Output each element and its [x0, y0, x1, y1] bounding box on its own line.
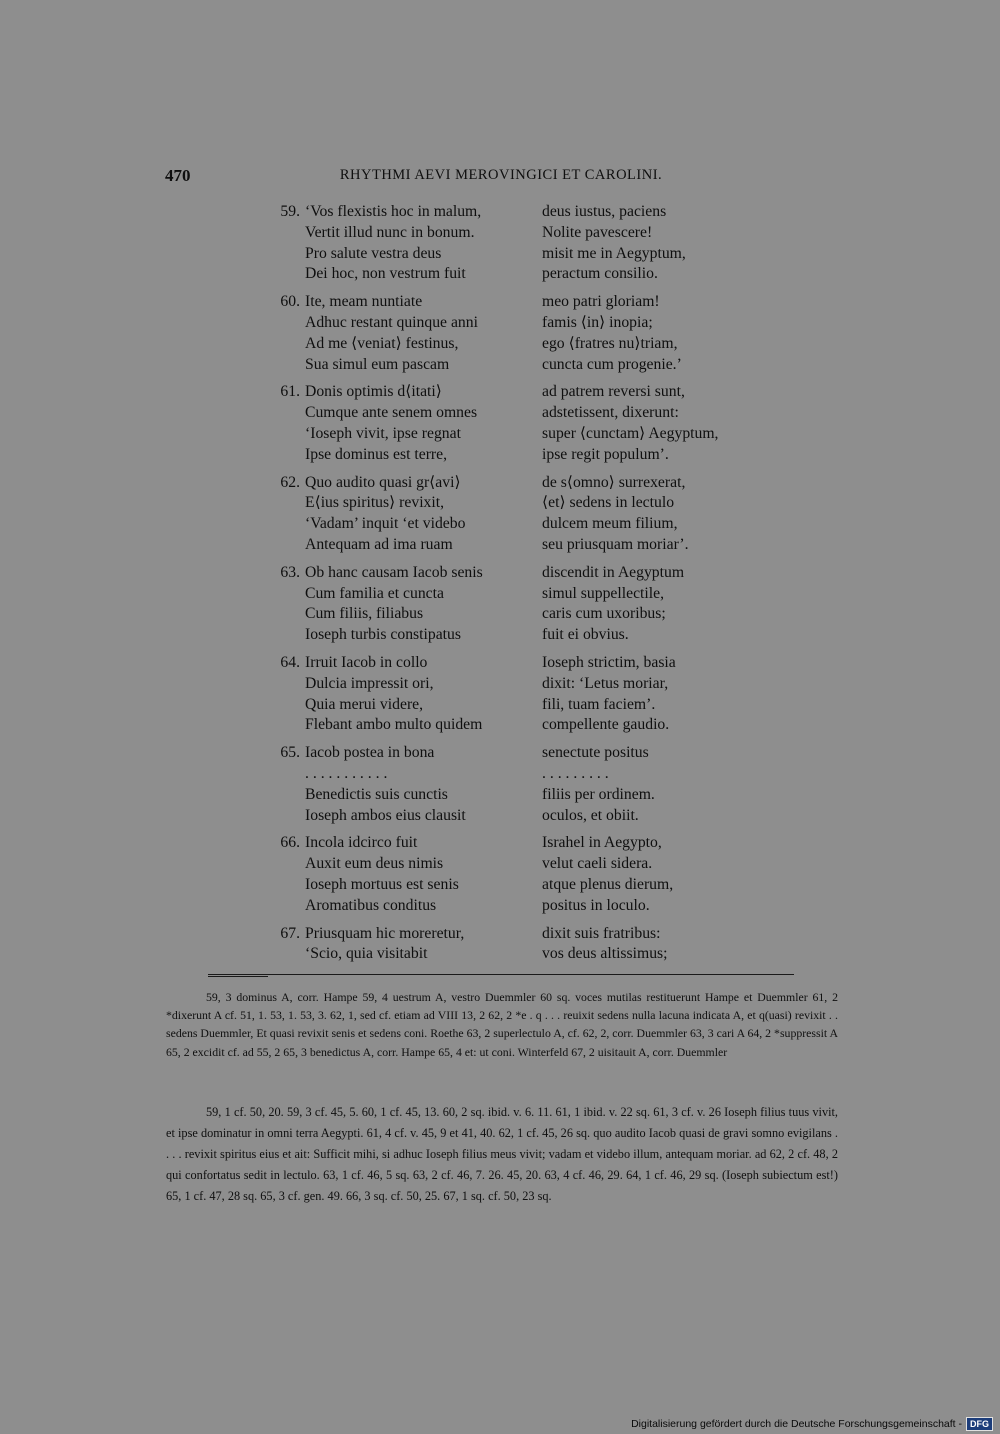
first-half-line: Benedictis suis cunctis	[305, 785, 448, 803]
first-half-line: Adhuc restant quinque anni	[305, 313, 478, 331]
footnote-rule	[208, 974, 794, 975]
sources-text: 59, 1 cf. 50, 20. 59, 3 cf. 45, 5. 60, 1 cf. 45, 13. 60, 2 sq. ibid. v. 6. 11. 61, 1 ibid. v. 22 sq. 61, 3 cf. v. 26 Ioseph filius tuus vivit, et ipse dominatur in omni terra Aegypti. 61, 4 cf. v. 45, 9 et 41, 40. 62, 1 cf. 45, 26 sq. quo audito Iacob quasi de gravi somno evigilans . . . . revixit spiritus eius et ait: Sufficit mihi, si adhuc Ioseph filius meus vivit; vadam et videbo illum, antequam moriar. ad 62, 2 cf. 48, 2 qui confortatus sedit in lectulo. 63, 1 cf. 46, 5 sq. 63, 2 cf. 46, 7. 26. 45, 20. 63, 4 cf. 46, 29. 64, 1 cf. 46, 29 sq. (Ioseph subiectum est!) 65, 1 cf. 47, 28 sq. 65, 3 cf. gen. 49. 66, 3 sq. cf. 50, 25. 67, 1 sq. cf. 50, 23 sq.	[166, 1105, 838, 1204]
second-half-line: Israhel in Aegypto,	[542, 834, 662, 852]
first-half-line: Iacob postea in bona	[305, 744, 435, 762]
verse-line	[262, 535, 782, 556]
verse-line	[262, 445, 782, 466]
first-half-line: Ioseph turbis constipatus	[305, 626, 461, 644]
verse-line	[262, 403, 782, 424]
first-half-line: Dulcia impressit ori,	[305, 674, 434, 692]
first-half-line: Sua simul eum pascam	[305, 355, 450, 373]
first-half-line: Donis optimis d⟨itati⟩	[305, 383, 442, 401]
second-half-line: caris cum uxoribus;	[542, 605, 666, 623]
verse-line	[262, 875, 782, 896]
verse-line	[262, 944, 782, 965]
stanza	[262, 202, 782, 285]
second-half-line: . . . . . . . . .	[542, 764, 609, 782]
stanza-number: 62.	[280, 473, 300, 491]
stanza	[262, 473, 782, 556]
stanza-number: 65.	[280, 744, 300, 762]
first-half-line: Dei hoc, non vestrum fuit	[305, 265, 466, 283]
stanza-number: 66.	[280, 834, 300, 852]
verse-line	[262, 854, 782, 875]
verse-line	[262, 764, 782, 785]
verse-line	[262, 382, 782, 403]
second-half-line: dulcem meum filium,	[542, 515, 678, 533]
first-half-line: ‘Ioseph vivit, ipse regnat	[305, 424, 461, 442]
second-half-line: Ioseph strictim, basia	[542, 653, 676, 671]
second-half-line: fili, tuam faciem’.	[542, 695, 656, 713]
verse-line	[262, 833, 782, 854]
stanza-number: 64.	[280, 653, 300, 671]
verse-line	[262, 806, 782, 827]
first-half-line: Antequam ad ima ruam	[305, 535, 453, 553]
verse-line	[262, 202, 782, 223]
second-half-line: senectute positus	[542, 744, 649, 762]
second-half-line: meo patri gloriam!	[542, 293, 660, 311]
first-half-line: Quia merui videre,	[305, 695, 424, 713]
first-half-line: Ioseph mortuus est senis	[305, 875, 459, 893]
verse-line	[262, 674, 782, 695]
stanza-number: 61.	[280, 383, 300, 401]
stanza-number: 60.	[280, 293, 300, 311]
second-half-line: simul suppellectile,	[542, 584, 664, 602]
second-half-line: misit me in Aegyptum,	[542, 244, 686, 262]
verse-line	[262, 334, 782, 355]
verse-line	[262, 355, 782, 376]
second-half-line: peractum consilio.	[542, 265, 658, 283]
second-half-line: compellente gaudio.	[542, 716, 670, 734]
first-half-line: Ad me ⟨veniat⟩ festinus,	[305, 334, 459, 352]
verse-line	[262, 244, 782, 265]
first-half-line: Ioseph ambos eius clausit	[305, 806, 466, 824]
second-half-line: atque plenus dierum,	[542, 875, 674, 893]
first-half-line: Auxit eum deus nimis	[305, 855, 444, 873]
second-half-line: positus in loculo.	[542, 896, 650, 914]
first-half-line: Vertit illud nunc in bonum.	[305, 223, 475, 241]
second-half-line: super ⟨cunctam⟩ Aegyptum,	[542, 424, 719, 442]
second-half-line: dixit: ‘Letus moriar,	[542, 674, 669, 692]
first-half-line: Cumque ante senem omnes	[305, 404, 478, 422]
digitization-footer	[631, 1417, 993, 1431]
verse-line	[262, 563, 782, 584]
first-half-line: Ipse dominus est terre,	[305, 445, 448, 463]
first-half-line: Quo audito quasi gr⟨avi⟩	[305, 473, 461, 491]
second-half-line: famis ⟨in⟩ inopia;	[542, 313, 653, 331]
first-half-line: E⟨ius spiritus⟩ revixit,	[305, 494, 445, 512]
first-half-line: Irruit Iacob in collo	[305, 653, 428, 671]
verse-line	[262, 223, 782, 244]
second-half-line: discendit in Aegyptum	[542, 563, 685, 581]
stanza	[262, 292, 782, 375]
footer-text: Digitalisierung gefördert durch die Deutsche Forschungsgemeinschaft -	[631, 1418, 962, 1430]
verse-line	[262, 313, 782, 334]
verse-line	[262, 424, 782, 445]
second-half-line: de s⟨omno⟩ surrexerat,	[542, 473, 686, 491]
stanza	[262, 833, 782, 916]
second-half-line: cuncta cum progenie.’	[542, 355, 682, 373]
first-half-line: Incola idcirco fuit	[305, 834, 418, 852]
footnote-rule-short	[208, 976, 268, 977]
stanza	[262, 563, 782, 646]
stanza	[262, 924, 782, 966]
verse-line	[262, 584, 782, 605]
verse-line	[262, 292, 782, 313]
first-half-line: Pro salute vestra deus	[305, 244, 442, 262]
first-half-line: ‘Vadam’ inquit ‘et videbo	[305, 515, 466, 533]
running-title: RHYTHMI AEVI MEROVINGICI ET CAROLINI.	[339, 167, 663, 183]
stanza	[262, 382, 782, 465]
stanza	[262, 743, 782, 826]
first-half-line: Cum filiis, filiabus	[305, 605, 424, 623]
verse-line	[262, 514, 782, 535]
first-half-line: . . . . . . . . . . .	[305, 764, 388, 782]
stanza-number: 59.	[280, 203, 300, 220]
verse-line	[262, 715, 782, 736]
first-half-line: Priusquam hic moreretur,	[305, 924, 465, 942]
page-number: 470	[165, 166, 191, 185]
second-half-line: fuit ei obvius.	[542, 626, 629, 644]
second-half-line: ad patrem reversi sunt,	[542, 383, 685, 401]
second-half-line: Nolite pavescere!	[542, 223, 653, 241]
second-half-line: filiis per ordinem.	[542, 785, 655, 803]
second-half-line: vos deus altissimus;	[542, 945, 668, 963]
verse-line	[262, 695, 782, 716]
second-half-line: deus iustus, paciens	[542, 203, 667, 220]
second-half-line: oculos, et obiit.	[542, 806, 639, 824]
first-half-line: Ob hanc causam Iacob senis	[305, 563, 483, 581]
first-half-line: Flebant ambo multo quidem	[305, 716, 483, 734]
second-half-line: ipse regit populum’.	[542, 445, 669, 463]
second-half-line: adstetissent, dixerunt:	[542, 404, 679, 422]
verse-line	[262, 264, 782, 285]
first-half-line: Cum familia et cuncta	[305, 584, 444, 602]
verse-line	[262, 625, 782, 646]
verse-line	[262, 785, 782, 806]
first-half-line: ‘Vos flexistis hoc in malum,	[305, 203, 482, 220]
second-half-line: seu priusquam moriar’.	[542, 535, 689, 553]
verse-line	[262, 743, 782, 764]
first-half-line: Aromatibus conditus	[305, 896, 437, 914]
verse-line	[262, 653, 782, 674]
second-half-line: ego ⟨fratres nu⟩triam,	[542, 334, 678, 352]
source-notes	[166, 1102, 838, 1207]
stanza-number: 63.	[280, 563, 300, 581]
verse-line	[262, 924, 782, 945]
apparatus-text: 59, 3 dominus A, corr. Hampe 59, 4 uestrum A, vestro Duemmler 60 sq. voces mutilas restituerunt Hampe et Duemmler 61, 2 *dixerunt A cf. 51, 1. 53, 1. 53, 3. 62, 1, sed cf. etiam ad VIII 13, 2 62, 2 *e . q . . . reuixit sedens nulla lacuna indicata A, et q(uasi) revixit . . sedens Duemmler, Et quasi revixit senis et sedens coni. Roethe 63, 2 superlectulo A, cf. 62, 2, corr. Duemmler 63, 3 cari A 64, 2 *suppressit A 65, 2 excidit cf. ad 55, 2 65, 3 benedictus A, corr. Hampe 65, 4 et: ut coni. Winterfeld 67, 2 uisitauit A, corr. Duemmler	[166, 990, 838, 1059]
second-half-line: ⟨et⟩ sedens in lectulo	[542, 494, 675, 512]
stanza	[262, 653, 782, 736]
verse-line	[262, 896, 782, 917]
verse-line	[262, 473, 782, 494]
stanza-number: 67.	[280, 924, 300, 942]
verse-line	[262, 493, 782, 514]
page-header	[165, 166, 837, 190]
first-half-line: ‘Scio, quia visitabit	[305, 945, 428, 963]
first-half-line: Ite, meam nuntiate	[305, 293, 423, 311]
second-half-line: velut caeli sidera.	[542, 855, 653, 873]
dfg-logo: DFG	[966, 1417, 993, 1431]
critical-apparatus	[166, 988, 838, 1061]
second-half-line: dixit suis fratribus:	[542, 924, 661, 942]
poem-text	[262, 202, 782, 972]
verse-line	[262, 604, 782, 625]
